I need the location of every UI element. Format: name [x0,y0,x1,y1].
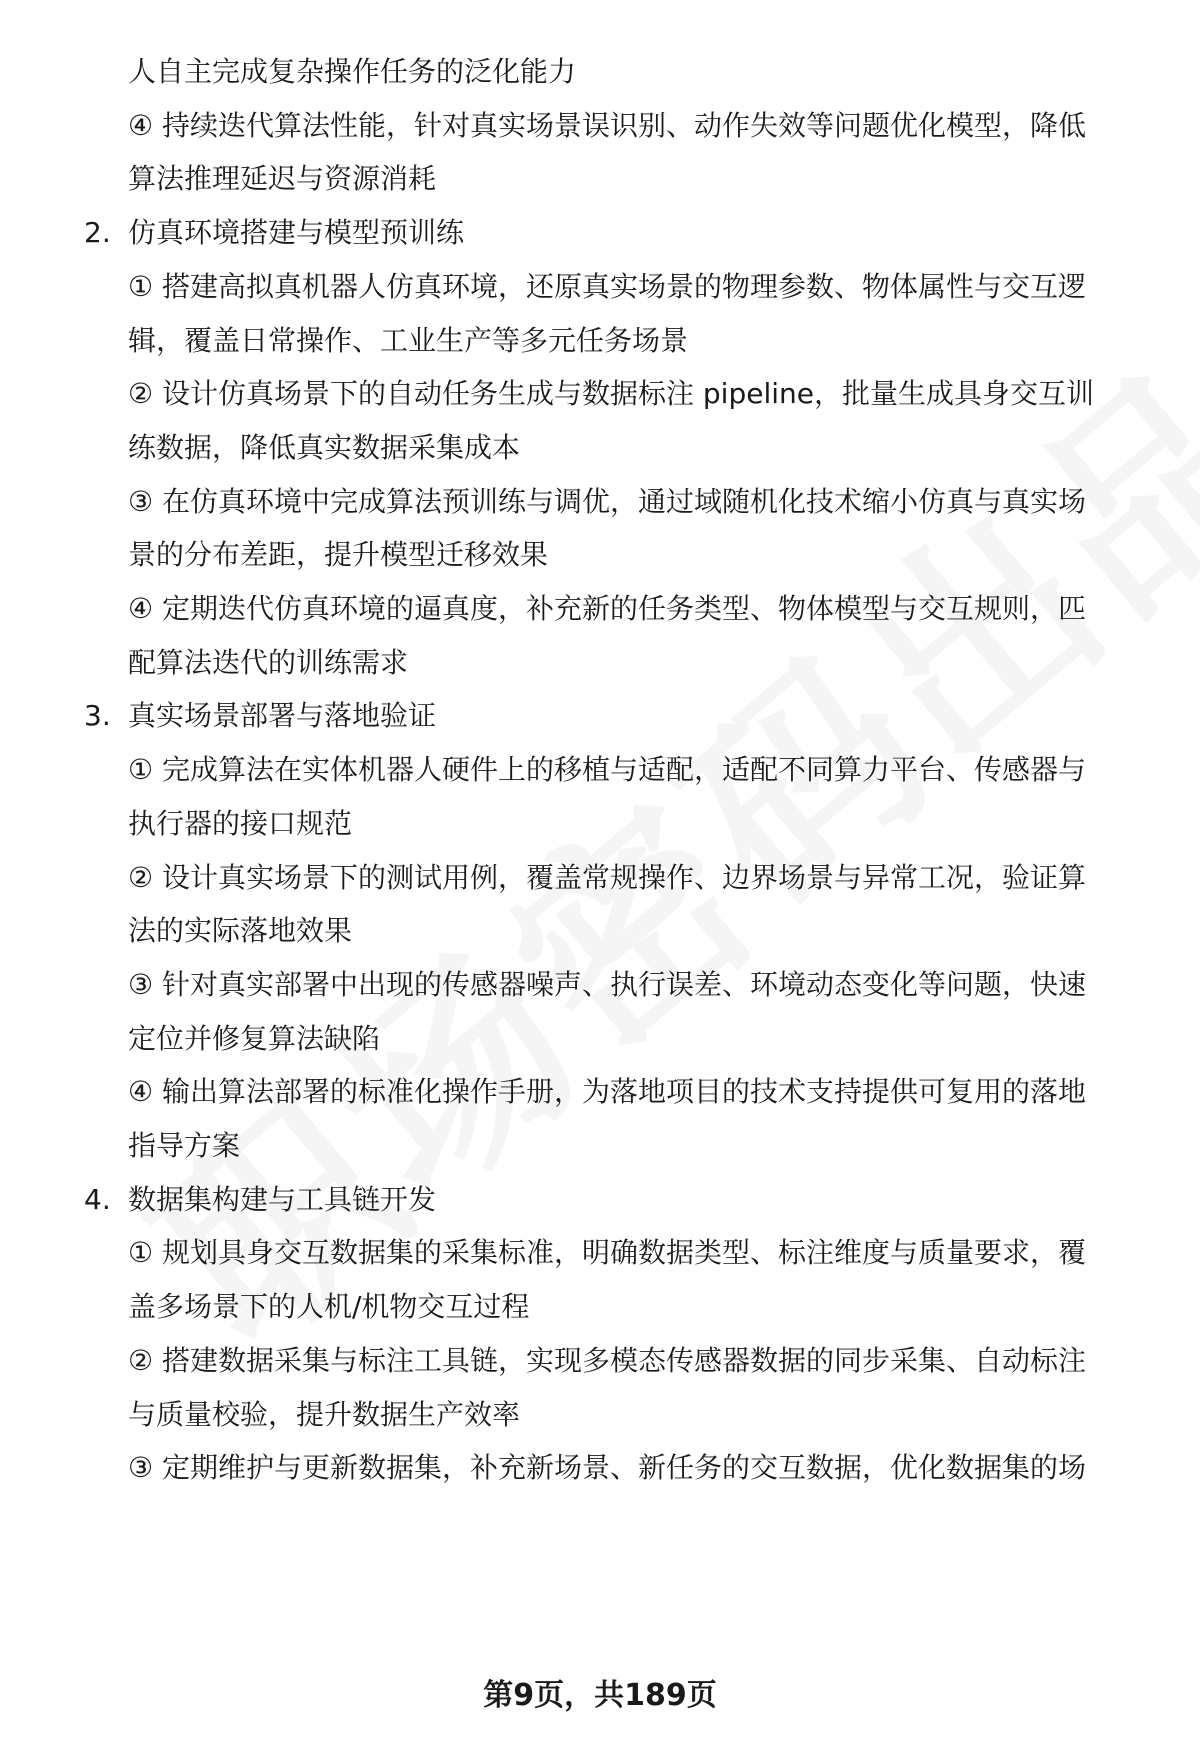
body-text-line: 练数据，降低真实数据采集成本 [128,431,521,464]
body-text-line: ① 搭建高拟真机器人仿真环境，还原真实场景的物理参数、物体属性与交互逻 [128,270,1087,303]
body-text-line: 辑，覆盖日常操作、工业生产等多元任务场景 [128,324,689,357]
body-text-line: ① 规划具身交互数据集的采集标准，明确数据类型、标注维度与质量要求，覆 [128,1236,1087,1269]
body-text-line: ② 设计真实场景下的测试用例，覆盖常规操作、边界场景与异常工况，验证算 [128,861,1087,894]
section-number: 2. [84,216,111,249]
section-heading [84,1180,436,1220]
section-title: 仿真环境搭建与模型预训练 [128,216,465,249]
body-text-line: ④ 输出算法部署的标准化操作手册，为落地项目的技术支持提供可复用的落地 [128,1075,1087,1108]
body-text-line: 指导方案 [128,1129,241,1162]
body-text-line: ③ 定期维护与更新数据集，补充新场景、新任务的交互数据，优化数据集的场 [128,1451,1087,1484]
section-heading [84,696,436,736]
body-text-line: ② 搭建数据采集与标注工具链，实现多模态传感器数据的同步采集、自动标注 [128,1344,1087,1377]
body-text-line: ② 设计仿真场景下的自动任务生成与数据标注 pipeline，批量生成具身交互训 [128,377,1094,410]
section-number: 3. [84,699,111,732]
body-text-line: 与质量校验，提升数据生产效率 [128,1398,521,1431]
body-text-line: 法的实际落地效果 [128,914,353,947]
section-title: 数据集构建与工具链开发 [128,1183,437,1216]
page-footer: 第9页，共189页 [483,1678,717,1713]
section-number: 4. [84,1183,111,1216]
body-text-line: 人自主完成复杂操作任务的泛化能力 [128,55,577,88]
body-text-line: 盖多场景下的人机/机物交互过程 [128,1290,530,1323]
body-text-line: 景的分布差距，提升模型迁移效果 [128,538,549,571]
body-text-line: ④ 持续迭代算法性能，针对真实场景误识别、动作失效等问题优化模型，降低 [128,109,1087,142]
body-text-line: 算法推理延迟与资源消耗 [128,162,437,195]
body-text-line: 定位并修复算法缺陷 [128,1022,381,1055]
body-text-line: ④ 定期迭代仿真环境的逼真度，补充新的任务类型、物体模型与交互规则，匹 [128,592,1087,625]
body-text-line: 执行器的接口规范 [128,807,353,840]
section-title: 真实场景部署与落地验证 [128,699,437,732]
body-text-line: 配算法迭代的训练需求 [128,646,409,679]
body-text-line: ① 完成算法在实体机器人硬件上的移植与适配，适配不同算力平台、传感器与 [128,753,1087,786]
body-text-line: ③ 针对真实部署中出现的传感器噪声、执行误差、环境动态变化等问题，快速 [128,968,1087,1001]
section-heading [84,213,464,253]
body-text-line: ③ 在仿真环境中完成算法预训练与调优，通过域随机化技术缩小仿真与真实场 [128,485,1087,518]
